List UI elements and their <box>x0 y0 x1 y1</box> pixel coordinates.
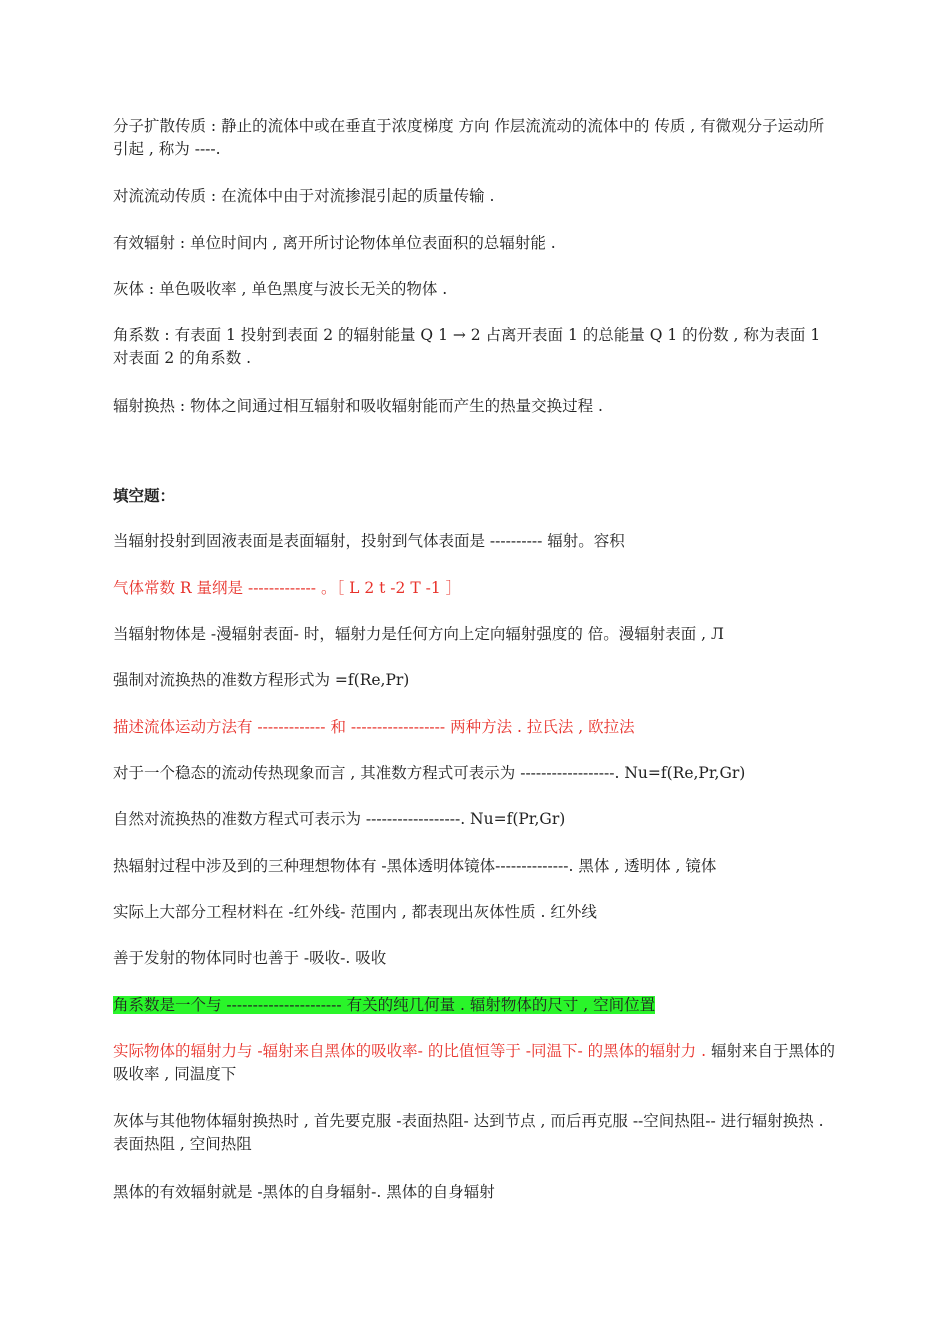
question-11 <box>113 994 835 1017</box>
question-12 <box>113 1040 835 1086</box>
definition-molecular-diffusion: 分子扩散传质 : 静止的流体中或在垂直于浓度梯度 方向 作层流流动的流体中的 传质 , 有微观分子运动所引起 , 称为 ----. <box>113 117 825 158</box>
question-1: 当辐射投射到固液表面是表面辐射，投射到气体表面是 ---------- 辐射。容积 <box>113 532 625 550</box>
question-3: 当辐射物体是 -漫辐射表面- 时，辐射力是任何方向上定向辐射强度的 倍。漫辐射表面 , Л <box>113 625 724 643</box>
answer-text: 辐射来自于黑体的吸收率 , 同温度下 <box>113 1042 835 1083</box>
definition-view-factor: 角系数 : 有表面 1 投射到表面 2 的辐射能量 Q 1 → 2 占离开表面 1 的总能量 Q 1 的份数 , 称为表面 1 对表面 2 的角系数 . <box>113 326 821 367</box>
definition-effective-radiation: 有效辐射 : 单位时间内 , 离开所讨论物体单位表面积的总辐射能 . <box>113 234 556 252</box>
highlighted-text: 角系数是一个与 ---------------------- 有关的纯几何量 . 辐射物体的尺寸 , 空间位置 <box>113 996 656 1014</box>
section-heading: 填空题： <box>113 486 176 505</box>
definition-radiation-heat-exchange: 辐射换热 : 物体之间通过相互辐射和吸收辐射能而产生的热量交换过程 . <box>113 397 603 415</box>
question-7: 自然对流换热的准数方程式可表示为 ------------------. Nu=f(Pr,Gr) <box>113 810 566 828</box>
question-4: 强制对流换热的准数方程形式为 =f(Re,Pr) <box>113 671 410 689</box>
red-text: 实际物体的辐射力与 -辐射来自黑体的吸收率- 的比值恒等于 -同温下- 的黑体的辐射力 . <box>113 1042 707 1060</box>
definition-convective-mass-transfer: 对流流动传质 : 在流体中由于对流掺混引起的质量传输 . <box>113 187 495 205</box>
definition-gray-body: 灰体 : 单色吸收率 , 单色黑度与波长无关的物体 . <box>113 280 448 298</box>
question-14: 黑体的有效辐射就是 -黑体的自身辐射-. 黑体的自身辐射 <box>113 1183 495 1201</box>
question-5: 描述流体运动方法有 ------------- 和 ------------------ 两种方法 . 拉氏法 , 欧拉法 <box>113 718 635 736</box>
question-6: 对于一个稳态的流动传热现象而言 , 其准数方程式可表示为 ------------------. Nu=f(Re,Pr,Gr) <box>113 764 746 782</box>
question-2: 气体常数 R 量纲是 ------------- 。［ L 2 t -2 T -1 ］ <box>113 579 462 597</box>
question-13: 灰体与其他物体辐射换热时 , 首先要克服 -表面热阻- 达到节点 , 而后再克服 --空间热阻-- 进行辐射换热 . 表面热阻 , 空间热阻 <box>113 1112 824 1153</box>
question-10: 善于发射的物体同时也善于 -吸收-. 吸收 <box>113 949 387 967</box>
question-9: 实际上大部分工程材料在 -红外线- 范围内 , 都表现出灰体性质 . 红外线 <box>113 903 597 921</box>
question-8: 热辐射过程中涉及到的三种理想物体有 -黑体透明体镜体--------------. 黑体 , 透明体 , 镜体 <box>113 857 717 875</box>
